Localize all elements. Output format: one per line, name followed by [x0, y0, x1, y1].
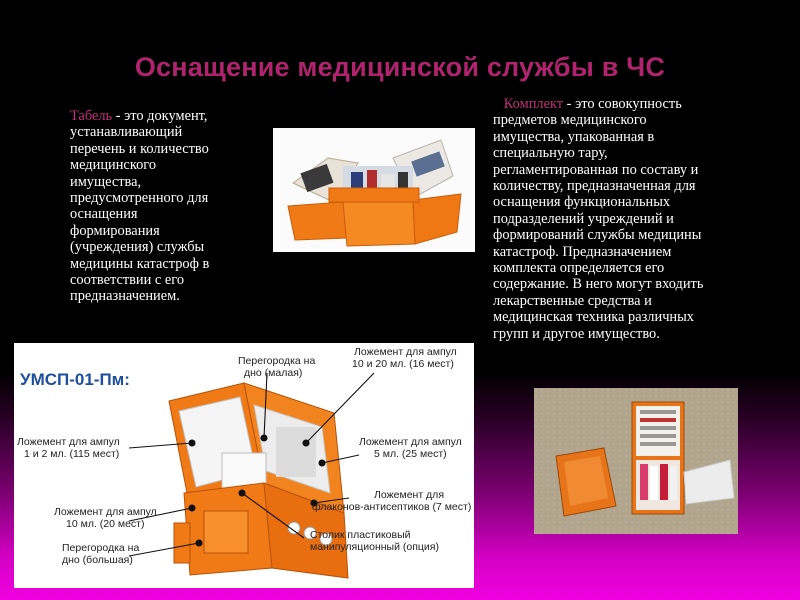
tabel-term: Табель — [70, 108, 113, 124]
label-table: Столик пластиковый — [310, 529, 411, 541]
text-line: медицины катастроф в — [70, 255, 210, 272]
small-kit-photo — [534, 388, 738, 534]
label-amp-1-2-2: 1 и 2 мл. (115 мест) — [24, 448, 120, 460]
label-amp-5-2: 5 мл. (25 мест) — [374, 448, 447, 460]
label-amp-1-2: Ложемент для ампул — [17, 436, 120, 448]
slide-title: Оснащение медицинской службы в ЧС — [134, 52, 666, 82]
label-amp-10-2: 10 мл. (20 мест) — [66, 518, 145, 530]
label-antiseptic: Ложемент для — [374, 489, 444, 501]
text-line: групп и другое имущество. — [493, 325, 660, 342]
label-amp-10: Ложемент для ампул — [54, 506, 157, 518]
tabel-definition — [70, 108, 255, 305]
text-line: медицинская техника различных — [493, 309, 694, 326]
label-table-2: манипуляционный (опция) — [310, 541, 439, 553]
text-line: предметов медицинского — [493, 112, 647, 129]
label-partition-big: Перегородка на — [62, 542, 140, 554]
text-line: имущества, упакованная в — [493, 128, 655, 145]
label-amp-5: Ложемент для ампул — [359, 436, 462, 448]
text-line: (учреждения) службы — [70, 239, 205, 256]
text-line: катастроф. Предназначением — [493, 243, 672, 260]
text-line: предусмотренного для — [70, 190, 209, 207]
text-line: оснащения функциональных — [493, 194, 671, 211]
text-line: соответствии с его — [70, 272, 185, 289]
text-line: комплекта определяется его — [493, 260, 665, 277]
text-line: количеству, предназначенная для — [493, 178, 696, 195]
label-partition-big-2: дно (большая) — [62, 554, 133, 566]
text-line: оснащения — [70, 206, 138, 223]
text-line: формирований службы медицины — [493, 227, 702, 244]
komplekt-definition — [493, 96, 763, 342]
label-partition-small: Перегородка на — [238, 355, 316, 367]
text-line: формирования — [70, 222, 160, 239]
label-amp-10-20: Ложемент для ампул — [354, 346, 457, 358]
label-amp-10-20-2: 10 и 20 мл. (16 мест) — [352, 358, 454, 370]
umsp-diagram — [14, 343, 474, 588]
umsp-title: УМСП-01-Пм: — [20, 370, 130, 389]
label-antiseptic-2: флаконов-антисептиков (7 мест) — [312, 501, 472, 513]
open-kit-photo — [273, 128, 475, 252]
text-line: медицинского — [70, 157, 157, 174]
text-line: предназначением. — [70, 288, 180, 305]
text-line: специальную тару, — [493, 145, 608, 162]
text-line: регламентированная по составу и — [493, 161, 699, 178]
text-line: подразделений учреждений и — [493, 210, 674, 227]
text-line: имущества, — [70, 173, 142, 190]
text-line: содержание. В него могут входить — [493, 276, 704, 293]
text-line: перечень и количество — [70, 140, 209, 157]
label-partition-small-2: дно (малая) — [244, 367, 303, 379]
text-line: - это документ, — [112, 108, 208, 124]
text-line: лекарственные средства и — [493, 292, 652, 309]
komplekt-term: Комплект — [503, 96, 564, 112]
text-line: - это совокупность — [563, 96, 682, 112]
text-line: устанавливающий — [70, 124, 183, 141]
